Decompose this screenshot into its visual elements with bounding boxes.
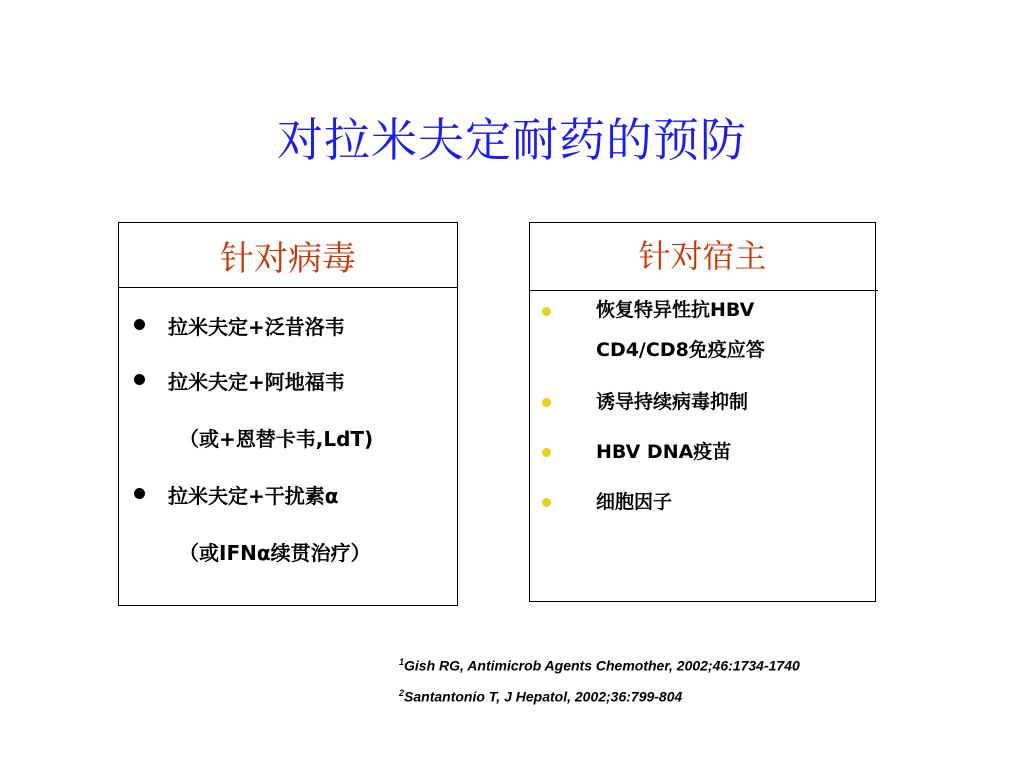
bullet-icon (542, 307, 551, 316)
list-item: 拉米夫定+阿地福韦 (168, 370, 345, 394)
list-item: 诱导持续病毒抑制 (596, 391, 749, 413)
slide-title: 对拉米夫定耐药的预防 (277, 113, 747, 167)
reference-number: 2 (399, 688, 405, 698)
bullet-icon (542, 498, 551, 507)
reference-text: Gish RG, Antimicrob Agents Chemother, 2002;46:1734-1740 (404, 657, 800, 674)
reference-number: 1 (399, 657, 405, 667)
bullet-icon (542, 448, 551, 457)
bullet-icon (134, 488, 145, 499)
virus-box-header: 针对病毒 (220, 239, 356, 279)
reference-text: Santantonio T, J Hepatol, 2002;36:799-804 (404, 688, 683, 705)
virus-box-divider (119, 287, 457, 288)
host-targeted-box (529, 222, 876, 602)
bullet-icon (134, 374, 145, 385)
list-item-continuation: （或IFNα续贯治疗） (179, 541, 371, 565)
host-box-divider (530, 290, 878, 291)
list-item-continuation: （或+恩替卡韦,LdT) (179, 427, 374, 451)
list-item-continuation: CD4/CD8免疫应答 (596, 339, 765, 361)
bullet-icon (542, 398, 551, 407)
list-item: 拉米夫定+干扰素α (168, 484, 339, 508)
list-item: 恢复特异性抗HBV (596, 299, 755, 321)
list-item: HBV DNA疫苗 (596, 441, 732, 463)
virus-targeted-box (118, 222, 458, 606)
list-item: 细胞因子 (596, 491, 673, 513)
reference-2 (399, 688, 682, 705)
reference-1 (399, 657, 800, 674)
list-item: 拉米夫定+泛昔洛韦 (168, 315, 345, 339)
host-box-header: 针对宿主 (638, 237, 767, 275)
bullet-icon (134, 319, 145, 330)
